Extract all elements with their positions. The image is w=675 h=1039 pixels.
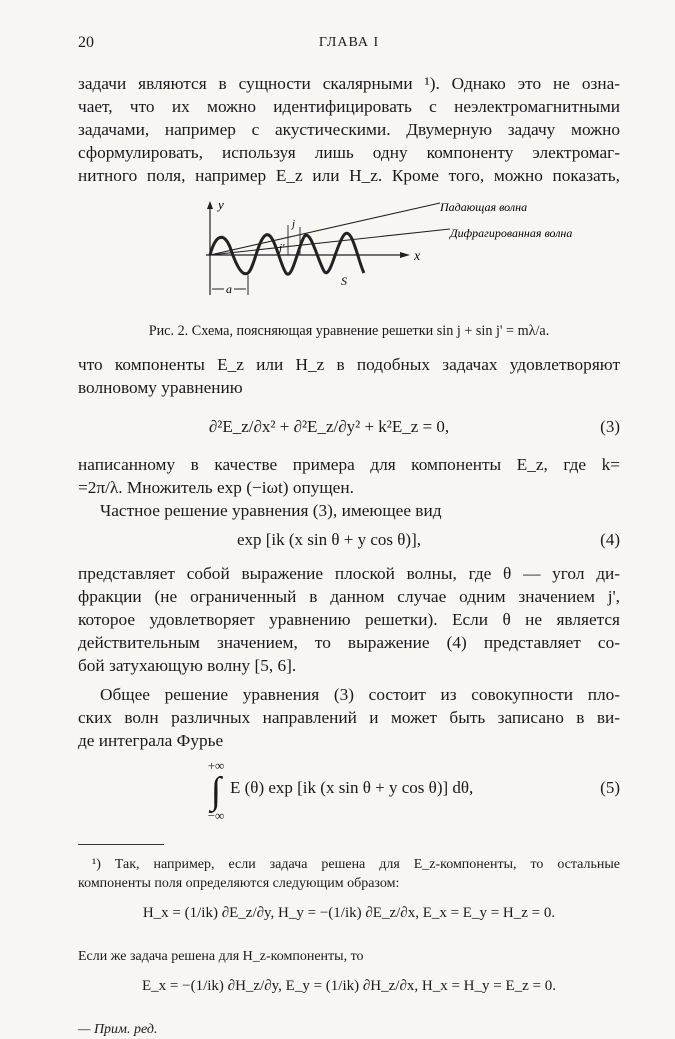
- figure-2: [78, 195, 620, 323]
- angle-j-label: j: [292, 218, 296, 230]
- text-line: ских волн различных направлений и может быть записано в ви-: [78, 708, 620, 727]
- page-number: 20: [78, 34, 94, 51]
- equation-3-body: ∂²E_z/∂x² + ∂²E_z/∂y² + k²E_z = 0,: [208, 417, 450, 436]
- grating-profile: [210, 233, 364, 274]
- x-axis-arrow: [400, 252, 410, 258]
- equation-3: [78, 403, 620, 453]
- integral-upper-limit: +∞: [207, 758, 225, 773]
- surface-s-label: S: [341, 274, 347, 288]
- incident-wave-label: Падающая волна: [440, 200, 528, 214]
- footnote-line: компоненты поля определяются следующим образом:: [78, 876, 400, 891]
- equation-4-number: (4): [600, 530, 620, 549]
- equation-3-number: (3): [600, 417, 620, 436]
- footnote: [78, 855, 620, 893]
- integral-sign: +∞ ∫ −∞: [207, 758, 225, 823]
- footnote-line: Если же задача решена для H_z-компоненты, то: [78, 949, 364, 964]
- paragraph-5: [78, 562, 620, 677]
- equation-5-number: (5): [600, 778, 620, 797]
- text-line: де интеграла Фурье: [78, 731, 224, 750]
- footnote-equation-b: E_x = −(1/ik) ∂H_z/∂y, E_y = (1/ik) ∂H_z/∂x, H_x = H_y = E_z = 0.: [142, 978, 556, 994]
- text-line: действительным значением, то выражение (4) представляет со-: [78, 633, 620, 652]
- text-line: что компоненты E_z или H_z в подобных задачах удовлетворяют: [78, 355, 620, 374]
- footnote-equation-a: H_x = (1/ik) ∂E_z/∂y, H_y = −(1/ik) ∂E_z/∂x, E_x = E_y = H_z = 0.: [142, 905, 556, 921]
- paragraph-6: [78, 683, 620, 752]
- footnote-note: [78, 1020, 620, 1039]
- chapter-title: ГЛАВА I: [318, 35, 380, 50]
- equation-4: [78, 522, 620, 562]
- text-line: представляет собой выражение плоской волны, где θ — угол ди-: [78, 564, 620, 583]
- text-line: Частное решение уравнения (3), имеющее вид: [100, 501, 442, 520]
- y-axis-label: y: [218, 197, 224, 212]
- editor-note: — Прим. ред.: [78, 1022, 158, 1037]
- paragraph-1: [78, 72, 620, 187]
- equation-4-body: exp [ik (x sin θ + y cos θ)],: [236, 530, 422, 549]
- paragraph-3: [78, 453, 620, 499]
- footnote-rule: [78, 844, 164, 845]
- equation-5-body: E (θ) exp [ik (x sin θ + y cos θ)] dθ,: [230, 778, 474, 797]
- text-line: волновому уравнению: [78, 378, 243, 397]
- text-line: фракции (не ограниченный в данном случае одним значением j',: [78, 587, 620, 606]
- text-line: чает, что их можно идентифицировать с неэлектромагнитными: [78, 97, 620, 116]
- diffracted-wave-label: Дифрагированная волна: [450, 226, 573, 240]
- page: [78, 34, 620, 1039]
- grating-diagram: [188, 195, 573, 315]
- text-line: которое удовлетворяет уравнению решетки). Если θ не является: [78, 610, 620, 629]
- paragraph-2: [78, 353, 620, 399]
- running-header: [78, 34, 620, 56]
- text-line: задачами, например с акустическими. Двумерную задачу можно: [78, 120, 620, 139]
- figure-caption: Рис. 2. Схема, поясняющая уравнение решетки sin j + sin j' = mλ/a.: [148, 323, 550, 339]
- period-a-label: a: [226, 282, 232, 296]
- integral-lower-limit: −∞: [207, 808, 225, 823]
- text-line: Общее решение уравнения (3) состоит из совокупности пло-: [100, 685, 620, 704]
- equation-5: [78, 752, 620, 828]
- text-line: задачи являются в сущности скалярными ¹). Однако это не озна-: [78, 74, 620, 93]
- footnote-line: ¹) Так, например, если задача решена для E_z-компоненты, то остальные: [92, 857, 620, 872]
- text-line: сформулировать, используя лишь одну компоненту электромаг-: [78, 143, 620, 162]
- text-line: бой затухающую волну [5, 6].: [78, 656, 297, 675]
- text-line: =2π/λ. Множитель exp (−iωt) опущен.: [78, 478, 354, 497]
- text-line: нитного поля, например E_z или H_z. Кроме того, можно показать,: [78, 166, 620, 185]
- angle-j-prime-label: j': [279, 242, 285, 254]
- incident-wave-ray: [210, 203, 440, 255]
- text-line: написанному в качестве примера для компоненты E_z, где k=: [78, 455, 620, 474]
- paragraph-4: [78, 499, 620, 522]
- x-axis-label: x: [414, 249, 421, 264]
- y-axis-arrow: [207, 201, 213, 209]
- footnote-continued: [78, 947, 620, 966]
